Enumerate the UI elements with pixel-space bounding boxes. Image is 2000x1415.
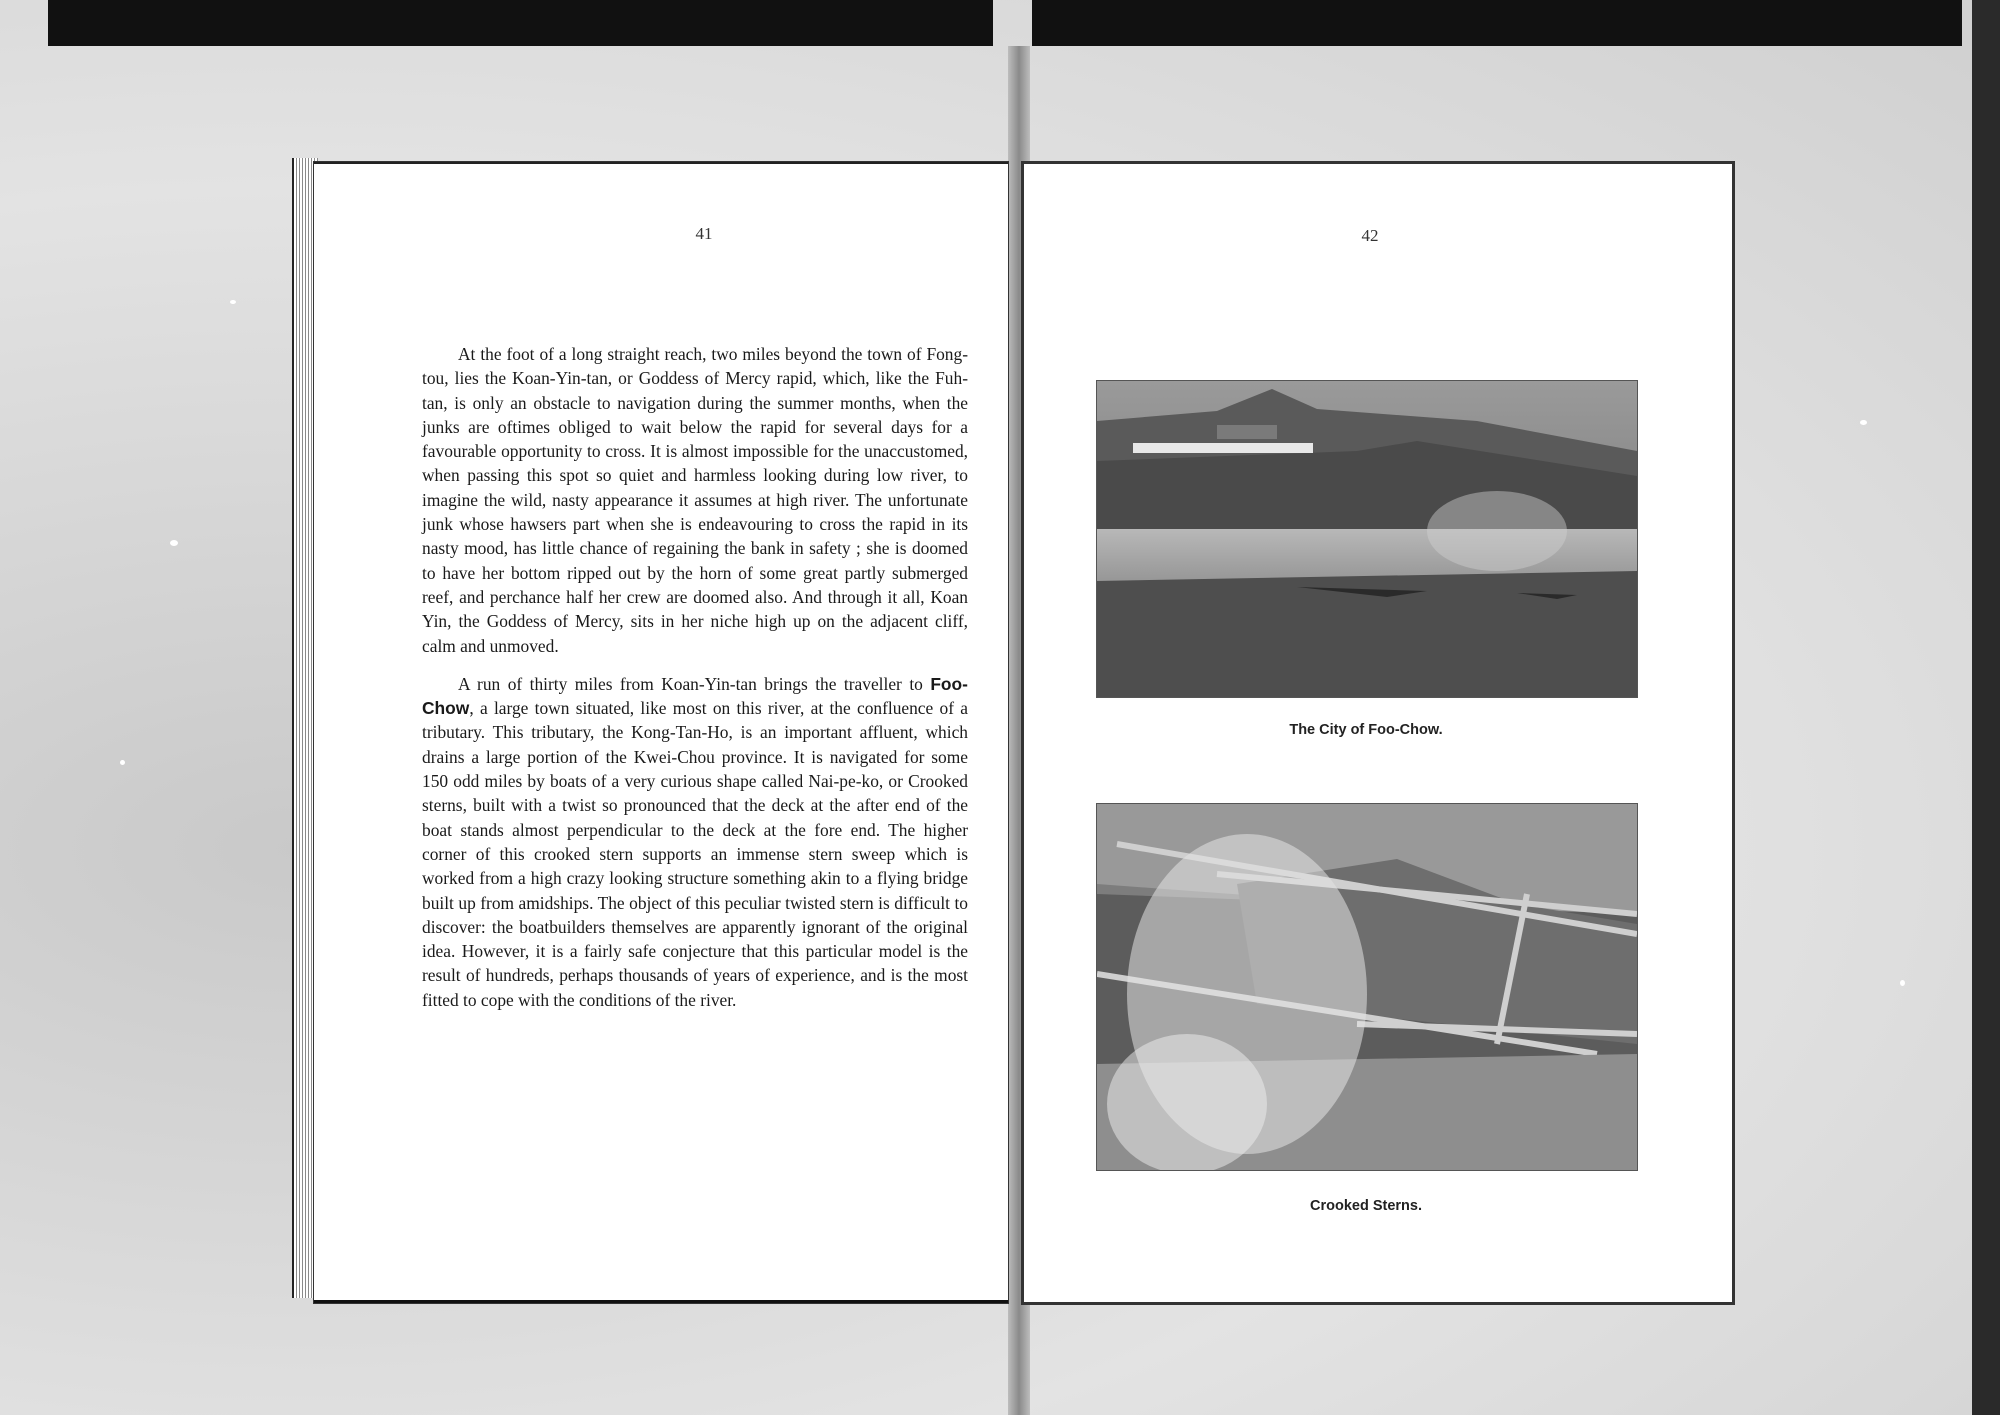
paragraph-2-rest: , a large town situated, like most on this river, at the confluence of a tributary. This tributary, the Kong-Tan-Ho, is an important affluent, which drains a large portion of the Kwei-Chou province. It is navigated for some 150 odd miles by boats of a very curious shape called Nai-pe-ko, or Crooked sterns, built with a twist so pronounced that the deck at the after end of the boat stands almost perpendicular to the deck at the fore end. The higher corner of this crooked stern supports an immense stern sweep which is worked from a high crazy looking structure something akin to a flying bridge built up from amidships. The object of this peculiar twisted stern is difficult to discover: the boatbuilders themselves are apparently ignorant of the original idea. However, it is a fairly safe conjecture that this particular model is the result of hundreds, perhaps thousands of years of experience, and is the most fitted to cope with the conditions of the river.: [422, 698, 968, 1010]
scan-speck: [1860, 420, 1867, 425]
right-page-number: 42: [1361, 226, 1379, 245]
paragraph-1: At the foot of a long straight reach, two miles beyond the town of Fong-tou, lies the Koan-Yin-tan, or Goddess of Mercy rapid, which, like the Fuh-tan, is only an obstacle to navigation during the summer months, when the junks are oftimes obliged to wait below the rapid for several days for a favourable opportunity to cross. It is almost impossible for the unaccustomed, when passing this spot so quiet and harmless looking during low river, to imagine the wild, nasty appearance it assumes at high river. The unfortunate junk whose hawsers part when she is endeavouring to cross the rapid in its nasty mood, has little chance of regaining the bank in safety ; she is doomed to have her bottom ripped out by the horn of some great partly submerged reef, and perchance half her crew are doomed also. And through it all, Koan Yin, the Goddess of Mercy, sits in her niche high up on the adjacent cliff, calm and unmoved.: [422, 344, 968, 656]
scan-speck: [1900, 980, 1905, 986]
scan-speck: [120, 760, 125, 765]
paragraph-2-start: A run of thirty miles from Koan-Yin-tan brings the traveller to: [458, 673, 923, 694]
left-page-body: [422, 342, 968, 1026]
photo-city-of-foo-chow: [1096, 380, 1638, 698]
paragraph-2: [422, 672, 968, 1012]
photo-crooked-sterns: [1096, 803, 1638, 1171]
scan-top-band-left: [48, 0, 993, 46]
photo1-caption: The City of Foo-Chow.: [1289, 722, 1443, 738]
scan-speck: [170, 540, 178, 546]
photo2-caption: Crooked Sterns.: [1310, 1198, 1422, 1214]
crooked-sterns-photo-image: [1097, 804, 1637, 1170]
scan-right-edge: [1972, 0, 2000, 1415]
scan-speck: [230, 300, 236, 304]
left-page-number: 41: [695, 224, 713, 243]
foo-chow-bold-term: Foo-Chow: [422, 673, 968, 719]
scan-top-band-right: [1032, 0, 1962, 46]
city-photo-image: [1097, 381, 1637, 697]
